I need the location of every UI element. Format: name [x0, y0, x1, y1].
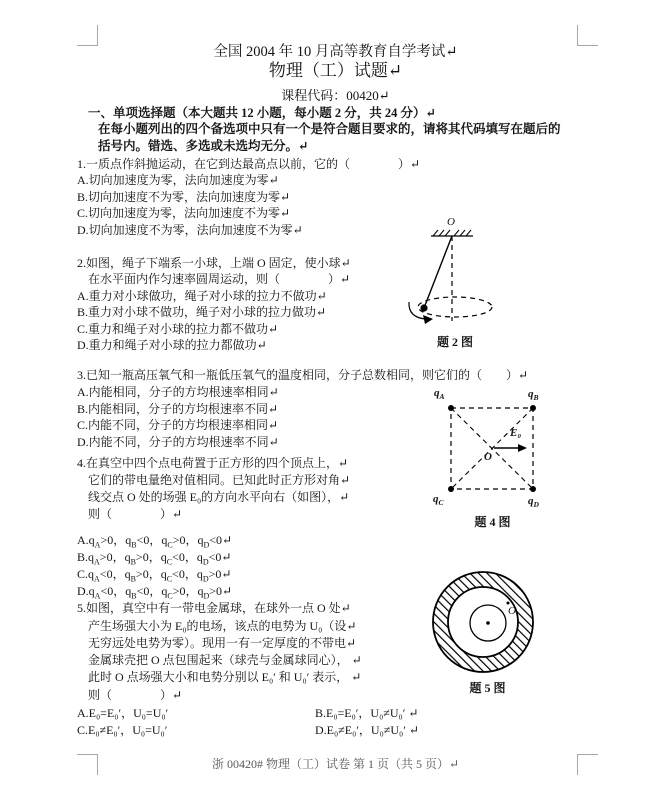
q5-figure-label-o: O — [508, 605, 516, 617]
q4-option-d: $D.q_A<0$，$q_B<0$，$q_C>0$，$q_D>0↵$ — [77, 584, 233, 601]
q1-option-c: C.切向加速度为零，法向加速度不为零↵ — [77, 206, 291, 220]
q5-option-a: A.E₀=E₀′，U₀=U₀′ — [77, 706, 169, 720]
q4-option-a: $A.q_A>0$，$q_B<0$，$q_C>0$，$q_D<0↵$ — [77, 533, 233, 550]
q4-figure-label-qd: $q_D$ — [528, 495, 539, 510]
q4-stem-line2: 它们的带电量绝对值相同。已知此时正方形对角↵ — [88, 473, 351, 487]
q5-stem-line5: 此时 O 点场强大小和电势分别以 E₀′ 和 U₀′ 表示， ↵ — [88, 670, 362, 684]
q2-figure-pivot-label: O — [447, 216, 455, 228]
q4-figure-label-center-o: O — [484, 451, 492, 463]
q3-option-a: A.内能相同，分子的方均根速率相同↵ — [77, 385, 279, 399]
q3-option-d: D.内能不同，分子的方均根速率不同↵ — [77, 435, 279, 449]
q5-figure-sphere-shell — [425, 563, 550, 688]
text-boundary-mark-top-left — [77, 25, 98, 46]
q4-figure-caption: 题 4 图 — [474, 515, 511, 529]
q1-stem: 1.一质点作斜抛运动，在它到达最高点以前，它的（ ）↵ — [77, 157, 421, 171]
text-boundary-mark-top-right — [577, 25, 598, 46]
exam-title-line1: 全国 2004 年 10 月高等教育自学考试↵ — [213, 44, 458, 60]
q5-figure-caption: 题 5 图 — [469, 681, 506, 695]
page-footer: 浙 00420# 物理（工）试卷 第 1 页（共 5 页）↵ — [211, 757, 460, 771]
q4-option-b: $B.q_A>0$，$q_B>0$，$q_C<0$，$q_D<0↵$ — [77, 550, 232, 567]
course-code-line: 课程代码：00420↵ — [281, 88, 390, 103]
q3-stem: 3.已知一瓶高压氧气和一瓶低压氧气的温度相同，分子总数相同，则它们的（ ）↵ — [77, 368, 529, 382]
q2-option-a: A.重力对小球做功，绳子对小球的拉力不做功↵ — [77, 289, 327, 303]
q1-option-b: B.切向加速度不为零，法向加速度为零↵ — [77, 190, 291, 204]
section-heading: 一、单项选择题（本大题共 12 小题，每小题 2 分，共 24 分）↵ — [88, 106, 436, 120]
q4-figure-label-qc: $q_C$ — [433, 493, 444, 508]
q5-option-b: B.E₀=E₀′，U₀≠U₀′ ↵ — [315, 706, 419, 720]
q4-stem-line3: 线交点 O 处的场强 E₀的方向水平向右（如图），↵ — [88, 490, 350, 504]
q5-option-d: D.E₀≠E₀′，U₀≠U₀′ ↵ — [315, 723, 419, 737]
q5-stem-line1: 5.如图，真空中有一带电金属球，在球外一点 O 处↵ — [77, 601, 351, 615]
q2-option-d: D.重力和绳子对小球的拉力都做功↵ — [77, 338, 267, 352]
q4-figure-label-qb: $q_B$ — [528, 388, 539, 403]
q5-stem-line3: 无穷远处电势为零）。现用一有一定厚度的不带电↵ — [88, 636, 357, 650]
q4-figure-label-e0: E₀ — [510, 427, 522, 439]
q5-stem-line4: 金属球壳把 O 点包围起来（球壳与金属球同心）， ↵ — [88, 653, 362, 667]
q3-option-b: B.内能相同，分子的方均根速率不同↵ — [77, 402, 279, 416]
q2-option-c: C.重力和绳子对小球的拉力都不做功↵ — [77, 322, 279, 336]
q2-stem-line1: 2.如图，绳子下端系一小球，上端 O 固定，使小球↵ — [77, 256, 351, 270]
q1-option-a: A.切向加速度为零，法向加速度为零↵ — [77, 173, 279, 187]
exam-title-line2: 物理（工）试题↵ — [268, 61, 403, 80]
q4-stem-line4: 则（ ）↵ — [88, 507, 183, 521]
q2-figure-pendulum — [395, 218, 510, 343]
q5-stem-line2: 产生场强大小为 E₀的电场，该点的电势为 U₀（设↵ — [88, 619, 357, 633]
q4-figure-label-qa: $q_A$ — [434, 387, 445, 402]
section-instruction-1: 在每小题列出的四个备选项中只有一个是符合题目要求的，请将其代码填写在题后的 — [98, 122, 561, 136]
q4-option-c: $C.q_A<0$，$q_B>0$，$q_C<0$，$q_D>0↵$ — [77, 567, 232, 584]
q4-stem-line1: 4.在真空中四个点电荷置于正方形的四个顶点上，↵ — [77, 456, 349, 470]
q3-option-c: C.内能不同，分子的方均根速率相同↵ — [77, 418, 279, 432]
q5-stem-line6: 则（ ）↵ — [88, 688, 183, 702]
q2-stem-line2: 在水平面内作匀速率圆周运动，则（ ）↵ — [88, 272, 351, 286]
section-instruction-2: 括号内。错选、多选或未选均无分。↵ — [98, 139, 309, 153]
q2-figure-caption: 题 2 图 — [436, 335, 473, 349]
q1-option-d: D.切向加速度不为零，法向加速度不为零↵ — [77, 223, 303, 237]
q5-option-c: C.E₀≠E₀′，U₀=U₀′ — [77, 723, 168, 737]
q2-option-b: B.重力对小球不做功，绳子对小球的拉力做功↵ — [77, 305, 327, 319]
